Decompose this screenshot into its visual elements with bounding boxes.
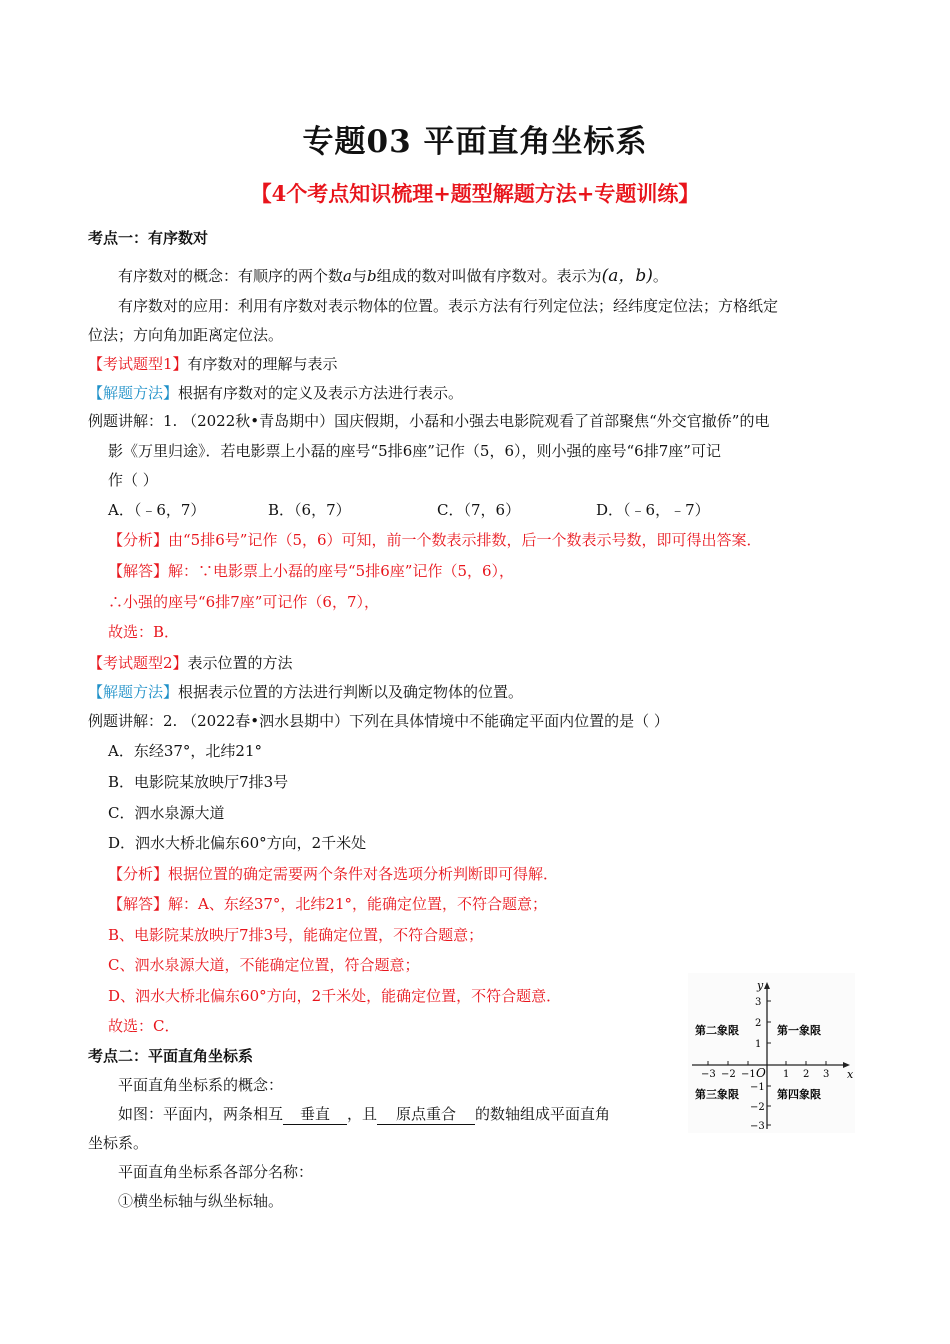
question1-line3: 作（ ） — [108, 471, 158, 489]
quadrant-4-label: 第四象限 — [777, 1088, 821, 1101]
section2-definition-line2: 坐标系。 — [88, 1134, 149, 1152]
question2-line1: 例题讲解：2. （2022春•泗水县期中）下列在具体情境中不能确定平面内位置的是（ ） — [88, 712, 669, 730]
definition-suffix: 的数轴组成平面直角 — [475, 1105, 611, 1123]
y-tick: −2 — [750, 1102, 765, 1113]
y-label: y — [757, 979, 764, 992]
coordinate-plane-figure — [688, 973, 855, 1133]
q1-answer-line1 — [108, 561, 514, 581]
var-a: a — [343, 267, 352, 285]
section1-application-line1: 有序数对的应用：利用有序数对表示物体的位置。表示方法有行列定位法；经纬度定位法；方格纸定 — [118, 297, 779, 315]
quadrant-1-label: 第一象限 — [777, 1024, 821, 1037]
q1-analysis — [108, 530, 762, 550]
type1-text: 有序数对的理解与表示 — [187, 355, 338, 373]
type2-title — [88, 653, 293, 673]
analysis-text: 根据位置的确定需要两个条件对各选项分析判断即可得解． — [168, 865, 559, 883]
concept-mid: 组成的数对叫做有序数对。表示为 — [376, 267, 602, 285]
type1-method — [88, 383, 463, 403]
x-label: x — [847, 1068, 854, 1081]
q1-option-d: D．（﹣6，﹣7） — [596, 501, 710, 519]
y-tick: −3 — [750, 1121, 765, 1132]
type1-method-tag: 【解题方法】 — [88, 384, 179, 402]
quadrant-3-label: 第三象限 — [695, 1088, 739, 1101]
concept-text: 有序数对的概念：有顺序的两个数 — [118, 267, 344, 285]
page-title: 专题03 平面直角坐标系 — [302, 124, 648, 160]
quadrant-2-label: 第二象限 — [695, 1024, 739, 1037]
question1-line1: 例题讲解：1. （2022秋•青岛期中）国庆假期，小磊和小强去电影院观看了首部聚焦“外交官撤侨”的电 — [88, 412, 770, 430]
origin-label: O — [756, 1066, 766, 1080]
analysis-tag: 【分析】 — [108, 865, 169, 883]
type2-method — [88, 682, 523, 702]
y-axis-arrow — [764, 982, 770, 989]
x-tick: −1 — [741, 1069, 756, 1080]
definition-mid: ，且 — [347, 1105, 378, 1123]
section2-heading: 考点二：平面直角坐标系 — [88, 1047, 254, 1065]
q1-option-c: C．（7，6） — [437, 501, 521, 519]
section1-application-line2: 位法；方向角加距离定位法。 — [88, 326, 284, 344]
section1-concept — [118, 266, 668, 286]
ordered-pair-notation: (a，b) — [601, 266, 653, 286]
type2-method-text: 根据表示位置的方法进行判断以及确定物体的位置。 — [178, 683, 524, 701]
var-b: b — [366, 267, 377, 285]
q1-option-a: A．（﹣6，7） — [108, 501, 206, 519]
q1-choice: 故选：B． — [108, 623, 180, 641]
analysis-text: 由“5排6号”记作（5，6）可知，前一个数表示排数，后一个数表示号数，即可得出答案． — [168, 531, 762, 549]
type1-title — [88, 354, 338, 374]
section2-concept: 平面直角坐标系的概念： — [118, 1076, 284, 1094]
type2-method-tag: 【解题方法】 — [88, 683, 179, 701]
q2-answer-line3: C、泗水泉源大道，不能确定位置，符合题意； — [108, 956, 420, 974]
fill-blank-origin: 原点重合 — [377, 1104, 475, 1125]
q2-analysis — [108, 864, 558, 884]
y-tick: 1 — [755, 1039, 762, 1050]
x-tick: 2 — [803, 1069, 810, 1080]
y-tick: 2 — [755, 1018, 762, 1029]
x-tick: −2 — [721, 1069, 736, 1080]
y-tick: −1 — [750, 1082, 765, 1093]
x-tick: −3 — [701, 1069, 716, 1080]
coordinate-plane-svg — [688, 973, 855, 1133]
q2-option-d: D．泗水大桥北偏东60°方向，2千米处 — [108, 834, 367, 852]
answer-tag: 【解答】 — [108, 562, 169, 580]
type1-method-text: 根据有序数对的定义及表示方法进行表示。 — [178, 384, 464, 402]
q2-answer-line2: B、电影院某放映厅7排3号，能确定位置，不符合题意； — [108, 926, 484, 944]
section2-item1: ①横坐标轴与纵坐标轴。 — [118, 1192, 284, 1210]
answer-tag: 【解答】 — [108, 895, 169, 913]
page-subtitle: 【4个考点知识梳理+题型解题方法+专题训练】 — [250, 181, 700, 206]
q1-answer-line2: ∴小强的座号“6排7座”可记作（6，7）， — [108, 593, 380, 611]
x-tick: 3 — [823, 1069, 830, 1080]
definition-prefix: 如图：平面内，两条相互 — [118, 1105, 284, 1123]
analysis-tag: 【分析】 — [108, 531, 169, 549]
q1-option-b: B．（6，7） — [268, 501, 351, 519]
q2-option-c: C．泗水泉源大道 — [108, 804, 225, 822]
section2-definition — [118, 1104, 610, 1125]
q2-answer-line4: D、泗水大桥北偏东60°方向，2千米处，能确定位置，不符合题意． — [108, 987, 562, 1005]
type2-tag: 【考试题型2】 — [88, 654, 188, 672]
q2-option-a: A．东经37°，北纬21° — [108, 742, 263, 760]
fill-blank-perpendicular: 垂直 — [283, 1104, 347, 1125]
answer-text: 解：∵电影票上小磊的座号“5排6座”记作（5，6）， — [168, 562, 515, 580]
type2-text: 表示位置的方法 — [187, 654, 293, 672]
x-tick: 1 — [783, 1069, 790, 1080]
q2-option-b: B．电影院某放映厅7排3号 — [108, 773, 289, 791]
answer-text: 解：A、东经37°，北纬21°，能确定位置，不符合题意； — [168, 895, 548, 913]
section2-parts: 平面直角坐标系各部分名称： — [118, 1163, 314, 1181]
q2-choice: 故选：C． — [108, 1017, 180, 1035]
type1-tag: 【考试题型1】 — [88, 355, 188, 373]
section1-heading: 考点一：有序数对 — [88, 229, 209, 247]
y-tick: 3 — [755, 997, 762, 1008]
q2-answer-line1 — [108, 894, 547, 914]
concept-end: 。 — [652, 267, 668, 285]
concept-and: 与 — [351, 267, 367, 285]
question1-line2: 影《万里归途》．若电影票上小磊的座号“5排6座”记作（5，6），则小强的座号“6排7座”可记 — [108, 442, 721, 460]
